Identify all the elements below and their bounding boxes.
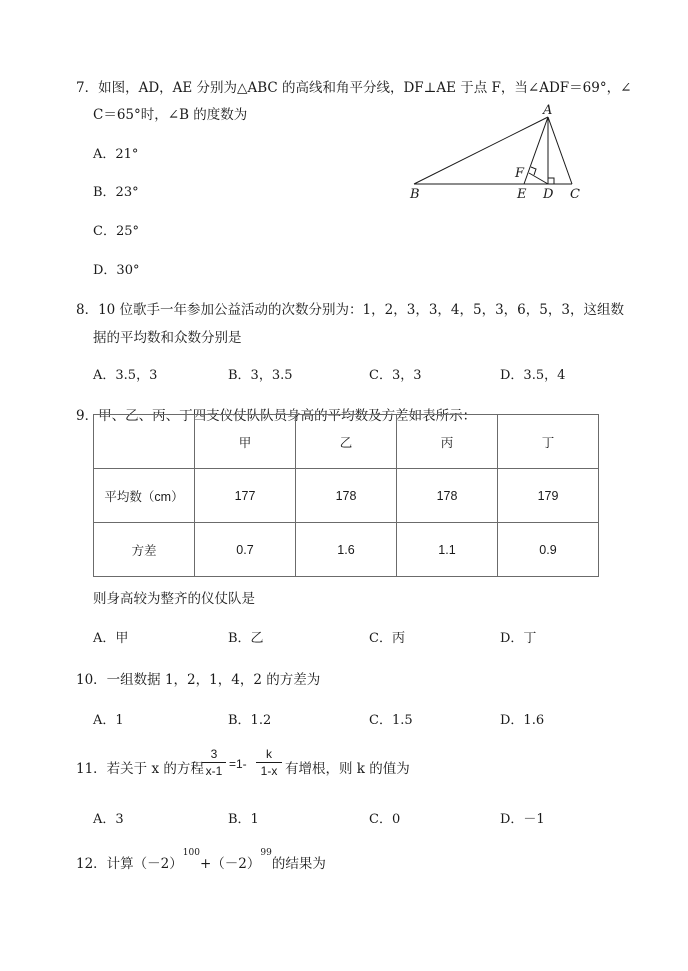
- table-header-row: [94, 415, 599, 469]
- table-row: [94, 523, 599, 577]
- fraction-denominator: 1-x: [260, 764, 278, 778]
- q12-suffix: 的结果为: [271, 856, 326, 872]
- table-header-cell: 乙: [296, 415, 397, 469]
- table-cell: 177: [195, 469, 296, 523]
- table-header-cell: 丁: [498, 415, 599, 469]
- label-c: C: [570, 187, 580, 202]
- q7-stem-line1: 7．如图，AD，AE 分别为△ABC 的高线和角平分线，DF⊥AE 于点 F，当∠ADF＝69°，∠: [76, 80, 632, 96]
- q12-prefix: 12．计算（－2）: [76, 856, 183, 872]
- label-e: E: [517, 187, 527, 202]
- table-row-label: 平均数（cm）: [94, 469, 195, 523]
- q10-stem: 10．一组数据 1，2，1，4，2 的方差为: [76, 672, 321, 688]
- q9-option-b: B．乙: [228, 631, 264, 646]
- q10-option-d: D．1.6: [500, 713, 545, 728]
- table-cell: 179: [498, 469, 599, 523]
- right-angle-f: [531, 167, 536, 175]
- q7-option-b: B．23°: [93, 185, 139, 200]
- q11-fraction-1: [202, 747, 226, 778]
- right-angle-d: [548, 178, 554, 184]
- q9-option-a: A．甲: [93, 631, 129, 646]
- table-header-cell: 甲: [195, 415, 296, 469]
- fraction-numerator: k: [266, 747, 272, 761]
- q11-stem-suffix: 有增根，则 k 的值为: [285, 761, 410, 777]
- height-stats-table: [93, 414, 599, 577]
- label-a: A: [543, 103, 553, 118]
- table-cell: 0.9: [498, 523, 599, 577]
- q11-equals-part: =1-: [229, 757, 247, 771]
- table-header-cell: 丙: [397, 415, 498, 469]
- q8-option-d: D．3.5，4: [500, 368, 566, 383]
- q10-option-a: A．1: [93, 713, 124, 728]
- segment-df: [529, 173, 548, 184]
- q8-stem-line1: 8．10 位歌手一年参加公益活动的次数分别为：1，2，3，3，4，5，3，6，5，3，这组数: [76, 302, 624, 318]
- table-cell: 178: [397, 469, 498, 523]
- table-row-label: 方差: [94, 523, 195, 577]
- q12-exponent-2: 99: [260, 848, 272, 858]
- q9-followup: 则身高较为整齐的仪仗队是: [93, 591, 255, 607]
- q12-middle: +（－2）: [199, 856, 261, 872]
- q8-option-b: B．3，3.5: [228, 368, 293, 383]
- table-cell: 0.7: [195, 523, 296, 577]
- q7-option-c: C．25°: [93, 224, 139, 239]
- q11-option-a: A．3: [93, 812, 124, 827]
- table-row: [94, 469, 599, 523]
- q12-exponent-1: 100: [182, 848, 200, 858]
- q8-option-a: A．3.5，3: [93, 368, 158, 383]
- q12-stem: [76, 848, 326, 872]
- q11-stem-prefix: 11．若关于 x 的方程: [76, 761, 204, 777]
- q8-option-c: C．3，3: [369, 368, 422, 383]
- q10-option-c: C．1.5: [369, 713, 413, 728]
- label-d: D: [543, 187, 554, 202]
- table-header-cell: [94, 415, 195, 469]
- table-cell: 1.1: [397, 523, 498, 577]
- q11-option-b: B．1: [228, 812, 259, 827]
- q9-option-c: C．丙: [369, 631, 405, 646]
- q11-fraction-2: [256, 747, 282, 778]
- fraction-numerator: 3: [210, 747, 218, 761]
- q11-option-d: D．－1: [500, 812, 545, 827]
- q9-option-d: D．丁: [500, 631, 537, 646]
- q7-stem-line2: C＝65°时，∠B 的度数为: [93, 107, 248, 123]
- q9-stem: 9．甲、乙、丙、丁四支仪仗队队员身高的平均数及方差如表所示：: [76, 408, 477, 424]
- table-cell: 178: [296, 469, 397, 523]
- q8-stem-line2: 据的平均数和众数分别是: [93, 330, 242, 346]
- q10-option-b: B．1.2: [228, 713, 272, 728]
- q7-option-a: A．21°: [93, 147, 139, 162]
- segment-ac: [548, 117, 572, 184]
- triangle-figure: [400, 100, 600, 205]
- q11-option-c: C．0: [369, 812, 401, 827]
- q7-option-d: D．30°: [93, 263, 140, 278]
- table-cell: 1.6: [296, 523, 397, 577]
- label-b: B: [410, 187, 420, 202]
- label-f: F: [515, 166, 525, 181]
- fraction-denominator: x-1: [205, 764, 223, 778]
